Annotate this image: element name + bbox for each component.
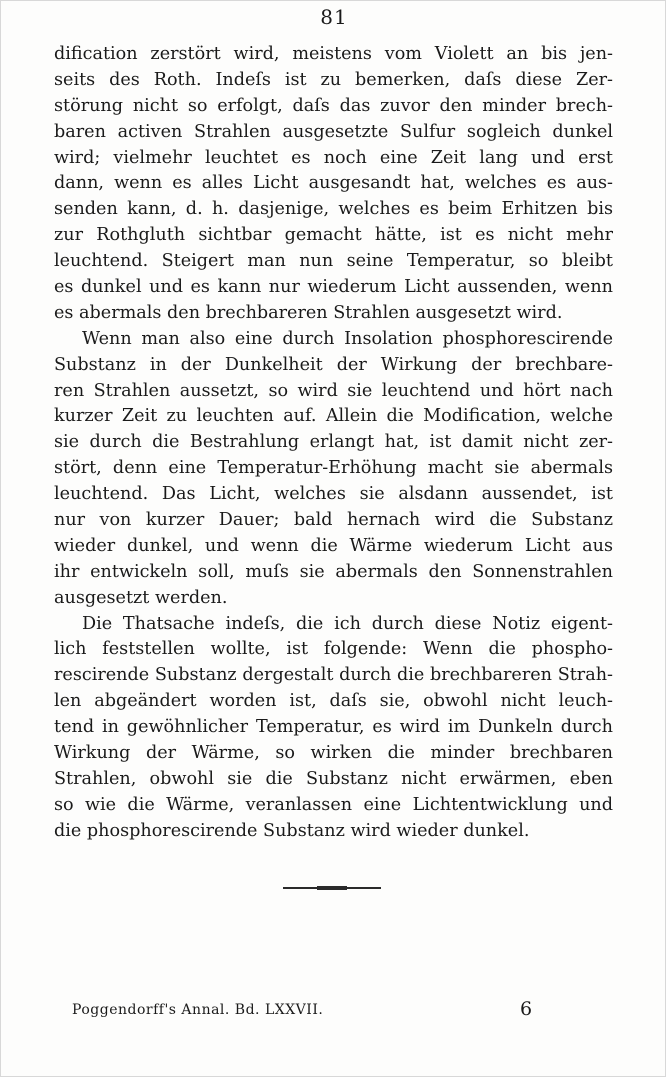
text-line: wird; vielmehr leuchtet es noch eine Zeit lang und erst bbox=[54, 147, 613, 168]
text-line: es abermals den brechbareren Strahlen ausgesetzt wird. bbox=[54, 302, 563, 323]
text-line: leuchtend. Steigert man nun seine Temperatur, so bleibt bbox=[54, 251, 613, 272]
text-line: Wirkung der Wärme, so wirken die minder brechbaren bbox=[54, 743, 613, 764]
text-line: rescirende Substanz dergestalt durch die brechbareren Strah- bbox=[54, 665, 613, 686]
text-line: Substanz in der Dunkelheit der Wirkung der brechbare- bbox=[54, 354, 613, 375]
text-line: tend in gewöhnlicher Temperatur, es wird im Dunkeln durch bbox=[54, 717, 613, 738]
section-divider bbox=[283, 887, 381, 889]
text-line: kurzer Zeit zu leuchten auf. Allein die Modification, welche bbox=[54, 406, 613, 427]
text-line: senden kann, d. h. dasjenige, welches es beim Erhitzen bis bbox=[54, 199, 613, 220]
text-line: so wie die Wärme, veranlassen eine Lichtentwicklung und bbox=[54, 794, 613, 815]
text-line: dification zerstört wird, meistens vom Violett an bis jen- bbox=[54, 44, 613, 64]
text-line: stört, denn eine Temperatur-Erhöhung macht sie abermals bbox=[54, 458, 613, 479]
text-line: Die Thatsache indeſs, die ich durch diese Notiz eigent- bbox=[82, 613, 613, 634]
text-line: Strahlen, obwohl sie die Substanz nicht erwärmen, eben bbox=[54, 768, 613, 789]
text-line: wieder dunkel, und wenn die Wärme wiederum Licht aus bbox=[54, 535, 613, 556]
text-line: leuchtend. Das Licht, welches sie alsdann aussendet, ist bbox=[54, 484, 613, 505]
text-line: es dunkel und es kann nur wiederum Licht aussenden, wenn bbox=[54, 277, 613, 298]
sheet-number: 6 bbox=[520, 998, 533, 1020]
text-line: die phosphorescirende Substanz wird wieder dunkel. bbox=[54, 820, 530, 841]
text-line: störung nicht so erfolgt, daſs das zuvor den minder brech- bbox=[54, 95, 613, 116]
text-line: Wenn man also eine durch Insolation phosphorescirende bbox=[82, 328, 613, 349]
text-line: zur Rothgluth sichtbar gemacht hätte, ist es nicht mehr bbox=[54, 225, 613, 246]
text-line: dann, wenn es alles Licht ausgesandt hat, welches es aus- bbox=[54, 173, 613, 194]
text-line: ren Strahlen aussetzt, so wird sie leuchtend und hört nach bbox=[54, 380, 613, 401]
text-line: sie durch die Bestrahlung erlangt hat, ist damit nicht zer- bbox=[54, 432, 613, 453]
text-line: nur von kurzer Dauer; bald hernach wird die Substanz bbox=[54, 510, 613, 531]
body-text bbox=[54, 42, 613, 845]
text-line: lich feststellen wollte, ist folgende: Wenn die phospho- bbox=[54, 639, 613, 660]
text-line: len abgeändert worden ist, daſs sie, obwohl nicht leuch- bbox=[54, 691, 613, 712]
text-line: ihr entwickeln soll, muſs sie abermals den Sonnenstrahlen bbox=[54, 561, 613, 582]
text-line: ausgesetzt werden. bbox=[54, 587, 228, 608]
page-number: 81 bbox=[320, 5, 348, 29]
text-line: baren activen Strahlen ausgesetzte Sulfur sogleich dunkel bbox=[54, 121, 613, 142]
signature-line: Poggendorff's Annal. Bd. LXXVII. bbox=[72, 1002, 324, 1018]
text-line: seits des Roth. Indeſs ist zu bemerken, daſs diese Zer- bbox=[54, 69, 613, 90]
